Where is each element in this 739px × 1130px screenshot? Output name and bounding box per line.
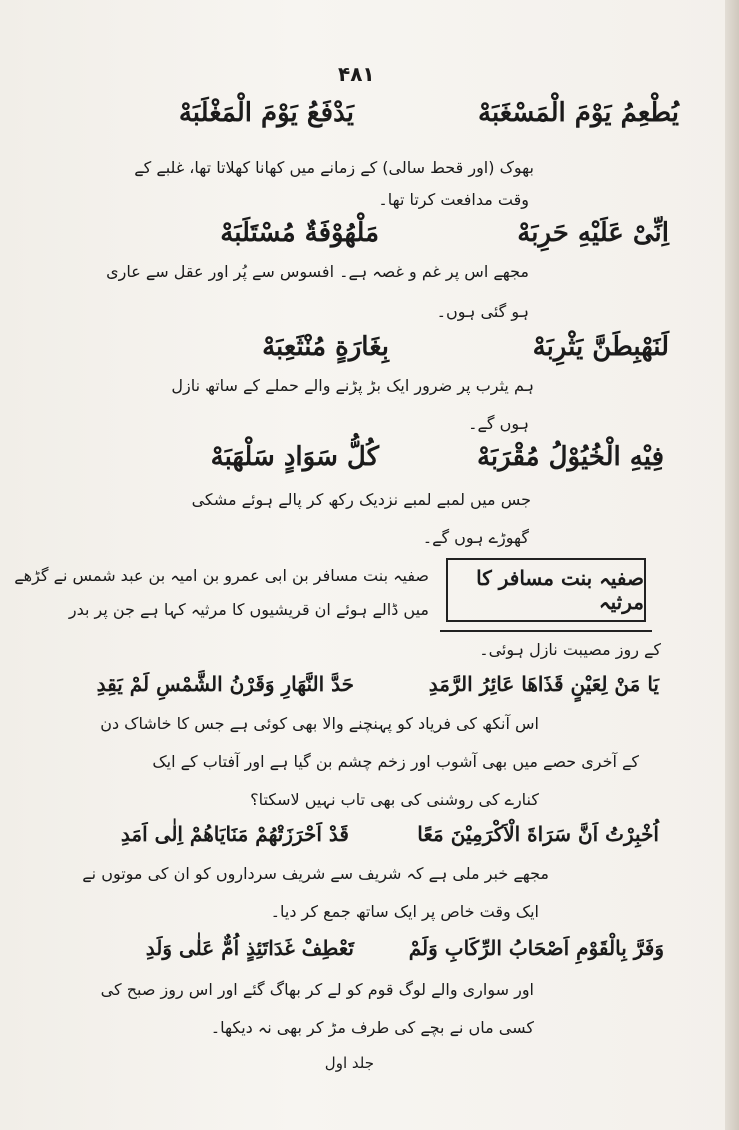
verse-7-left: تَعْطِفْ غَدَاتَئِذٍ اُمٌّ عَلٰی وَلَدِ xyxy=(145,936,354,960)
translation-7-line-2: کسی ماں نے بچے کی طرف مڑ کر بھی نہ دیکھا۔ xyxy=(210,1018,534,1037)
translation-5-line-1: اس آنکھ کی فریاد کو پہنچنے والا بھی کوئی ہے جس کا خاشاک دن xyxy=(100,714,539,733)
verse-1-right: یُطْعِمُ یَوْمَ الْمَسْغَبَهْ xyxy=(478,98,679,128)
verse-5-left: حَدَّ النَّهَارِ وَقَرْنُ الشَّمْسِ لَمْ یَقِدِ xyxy=(96,672,354,696)
translation-5-line-3: کنارے کی روشنی کی بھی تاب نہیں لاسکتا؟ xyxy=(250,790,539,809)
verse-6-right: اُخْبِرْتُ اَنَّ سَرَاةَ الْاَکْرَمِیْنَ مَعًا xyxy=(417,822,659,846)
volume-label: جلد اول xyxy=(324,1054,374,1072)
section-heading-box xyxy=(446,558,646,622)
translation-2-line-1: مجھے اس پر غم و غصہ ہے۔ افسوس سے پُر اور عقل سے عاری xyxy=(106,262,529,281)
translation-4-line-2: گھوڑے ہوں گے۔ xyxy=(422,528,529,547)
translation-3-line-2: ہوں گے۔ xyxy=(468,414,529,433)
verse-4-left: کُلُّ سَوَادٍ سَلْهَبَهْ xyxy=(210,442,379,472)
translation-6-line-1: مجھے خبر ملی ہے کہ شریف سے شریف سرداروں کو ان کی موتوں نے xyxy=(82,864,549,883)
verse-5-right: یَا مَنْ لِعَیْنٍ قَذَاهَا عَائِرُ الرَّمَدِ xyxy=(428,672,659,696)
verse-2-left: مَلْهُوْفَةٌ مُسْتَلَبَهْ xyxy=(220,218,379,248)
translation-2-line-2: ہو گئی ہوں۔ xyxy=(436,302,529,321)
verse-7-right: وَفَرَّ بِالْقَوْمِ اَصْحَابُ الرِّکَابِ وَلَمْ xyxy=(408,936,664,960)
intro-line-2: میں ڈالے ہوئے ان قریشیوں کا مرثیہ کہا ہے جن پر بدر xyxy=(68,600,429,619)
verse-2-right: اِنِّیْ عَلَیْهِ حَرِبَهْ xyxy=(517,218,669,248)
translation-6-line-2: ایک وقت خاص پر ایک ساتھ جمع کر دیا۔ xyxy=(270,902,539,921)
translation-3-line-1: ہم یثرب پر ضرور ایک بڑ پڑنے والے حملے کے ساتھ نازل xyxy=(171,376,534,395)
verse-4-right: فِیْهِ الْخُیُوْلُ مُقْرَبَهْ xyxy=(476,442,664,472)
page-number: ۴۸۱ xyxy=(338,62,375,86)
translation-5-line-2: کے آخری حصے میں بھی آشوب اور زخم چشم بن گیا ہے اور آفتاب کے ایک xyxy=(152,752,639,771)
translation-4-line-1: جس میں لمبے لمبے نزدیک رکھ کر پالے ہوئے مشکی xyxy=(191,490,531,509)
verse-3-left: بِغَارَةٍ مُنْثَعِبَهْ xyxy=(262,332,389,362)
section-heading: صفیہ بنت مسافر کا مرثیہ xyxy=(476,566,644,614)
intro-line-3: کے روز مصیبت نازل ہوئی۔ xyxy=(479,640,661,659)
verse-1-left: یَدْفَعُ یَوْمَ الْمَغْلَبَهْ xyxy=(178,98,354,128)
intro-line-1: صفیہ بنت مسافر بن ابی عمرو بن امیہ بن عبد شمس نے گڑھے xyxy=(14,566,429,585)
translation-1-line-2: وقت مدافعت کرتا تھا۔ xyxy=(378,190,529,209)
book-spine-shadow xyxy=(725,0,739,1130)
heading-underline xyxy=(440,630,652,632)
verse-6-left: قَدْ اَحْرَزَتْهُمْ مَنَایَاهُمْ اِلٰی اَمَدِ xyxy=(120,822,349,846)
translation-1-line-1: بھوک (اور قحط سالی) کے زمانے میں کھانا کھلاتا تھا، غلبے کے xyxy=(134,158,534,177)
verse-3-right: لَنَهْبِطَنَّ یَثْرِبَهْ xyxy=(532,332,669,362)
translation-7-line-1: اور سواری والے لوگ قوم کو لے کر بھاگ گئے اور اس روز صبح کی xyxy=(100,980,534,999)
